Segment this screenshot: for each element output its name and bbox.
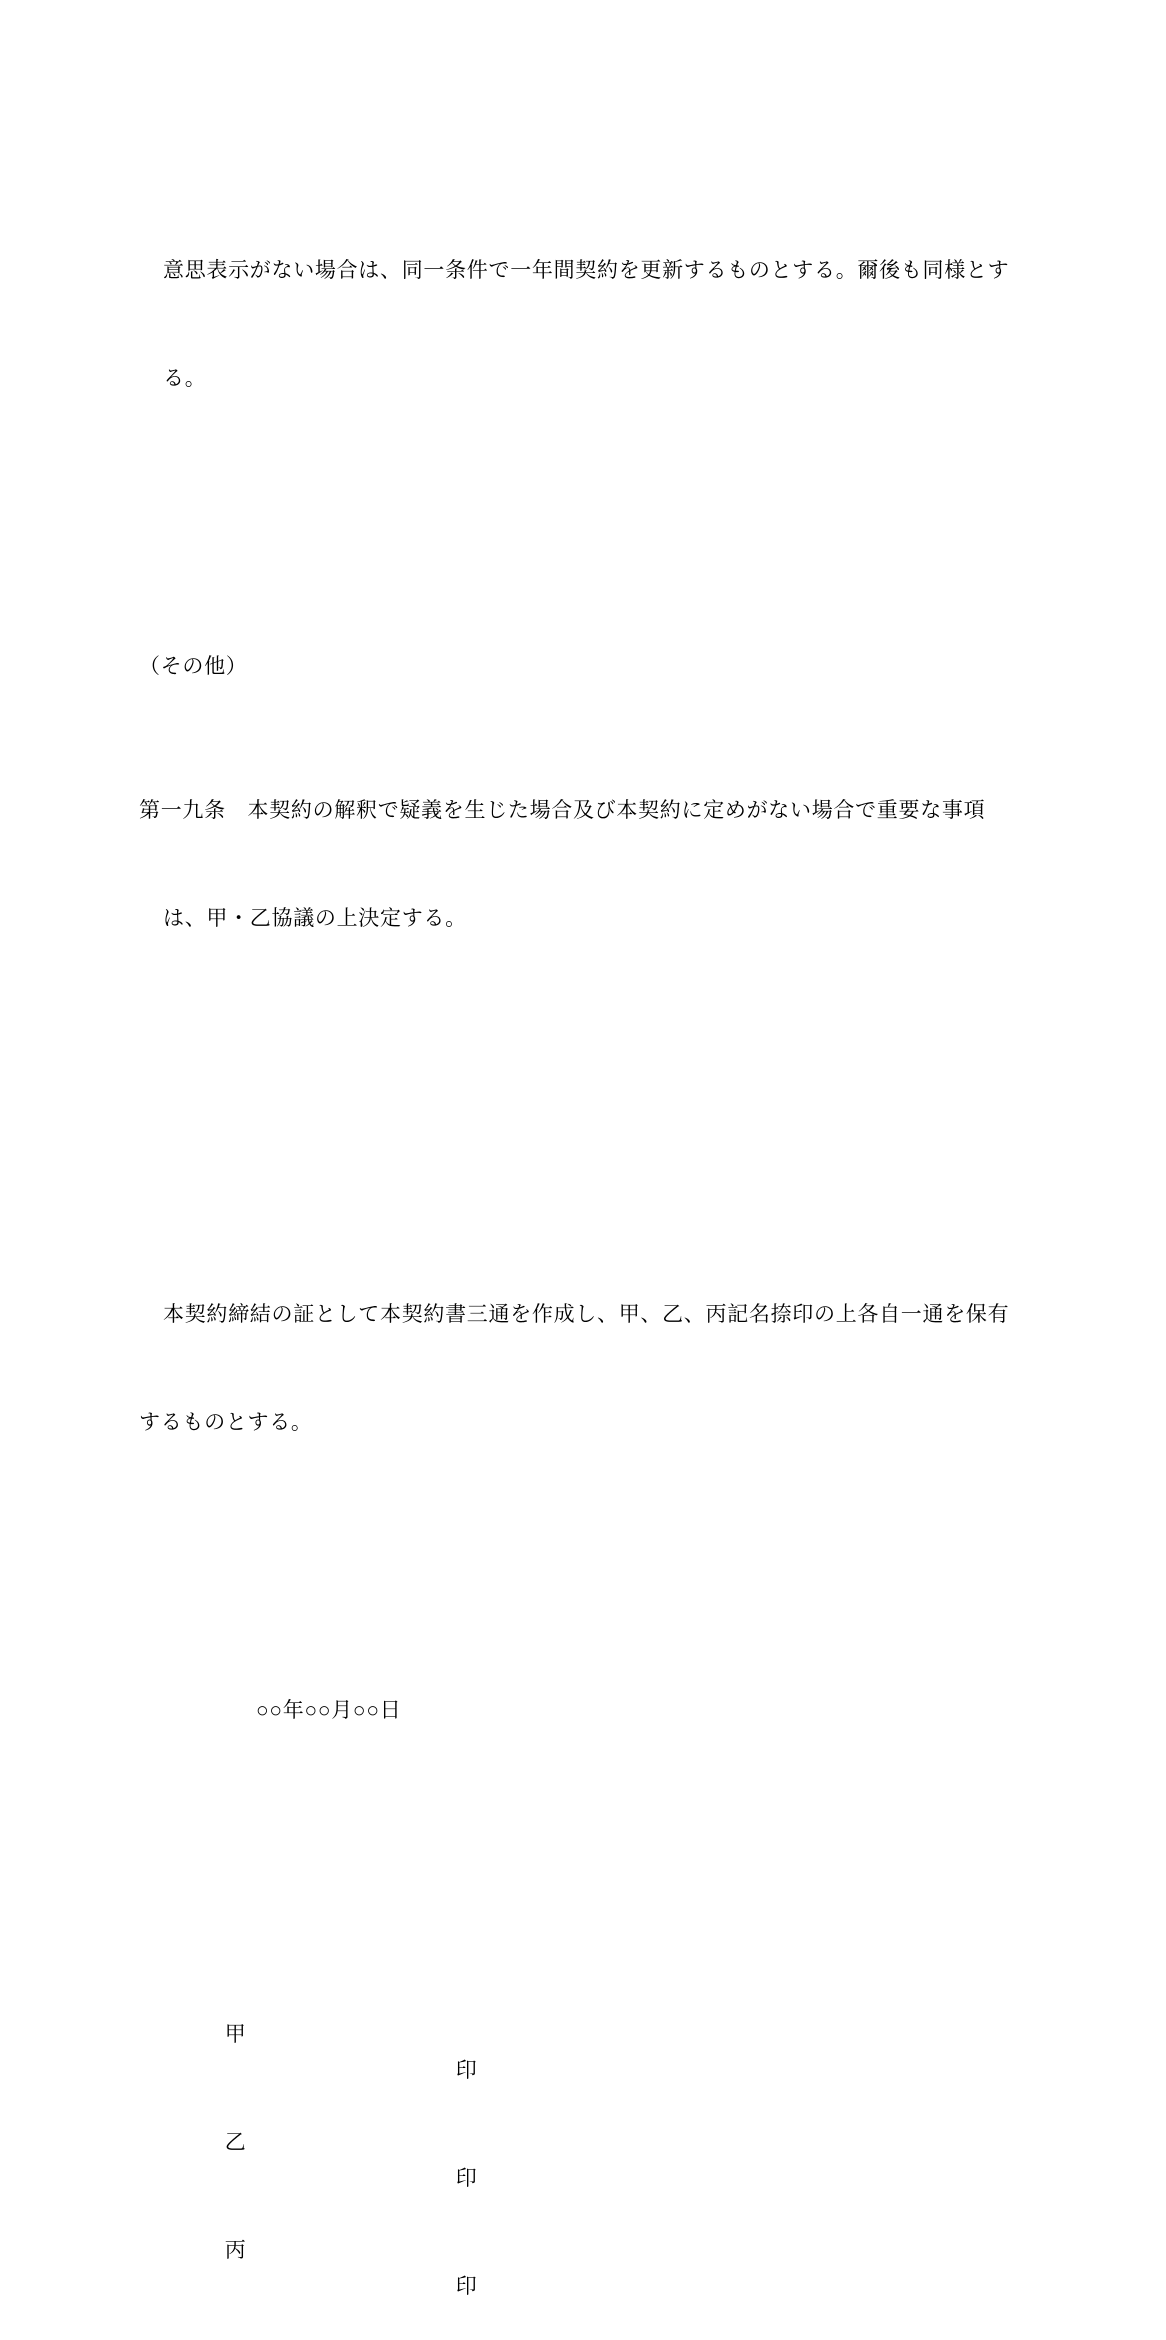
- prev-article-continuation-line-2: る。: [163, 366, 207, 390]
- signature-party-label: 丙: [224, 2238, 247, 2262]
- document-body: [139, 144, 1018, 2340]
- blank-line: [139, 504, 1018, 540]
- article-19-line-1: 第一九条 本契約の解釈で疑義を生じた場合及び本契約に定めがない場合で重要な事項: [139, 798, 986, 822]
- prev-article-continuation-line-1: 意思表示がない場合は、同一条件で一年間契約を更新するものとする。爾後も同様とす: [163, 258, 1010, 282]
- seal-mark: 印: [455, 2274, 478, 2298]
- closing-paragraph-line-1: 本契約締結の証として本契約書三通を作成し、甲、乙、丙記名捺印の上各自一通を保有: [163, 1302, 1010, 1326]
- signature-party-label: 乙: [224, 2130, 247, 2154]
- blank-line: [139, 1836, 1018, 1872]
- closing-paragraph-line-2: するものとする。: [139, 1410, 313, 1434]
- blank-line: [139, 1044, 1018, 1080]
- blank-line: [139, 1548, 1018, 1584]
- seal-mark: 印: [455, 2166, 478, 2190]
- signature-row-otsu: [139, 2088, 1018, 2190]
- section-heading-sonota: （その他）: [139, 654, 248, 678]
- seal-mark: 印: [455, 2058, 478, 2082]
- blank-line: [139, 1152, 1018, 1188]
- signature-row-hei: [139, 2196, 1018, 2298]
- article-19-line-2: は、甲・乙協議の上決定する。: [163, 906, 467, 930]
- contract-date-placeholder: ○○年○○月○○日: [256, 1698, 402, 1722]
- signature-row-kou: [139, 1980, 1018, 2082]
- signature-party-label: 甲: [224, 2022, 247, 2046]
